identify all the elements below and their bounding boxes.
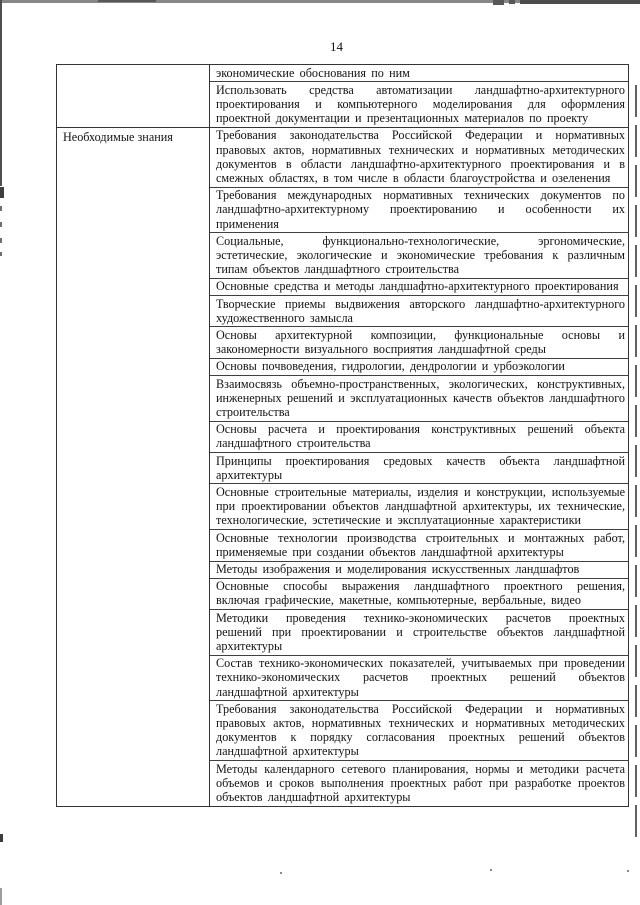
scan-artifact-speck: [280, 872, 282, 874]
scan-artifact-left-dash: [0, 222, 2, 227]
table-row: Требования международных нормативных технических документов по ландшафтно-архитектурному проектированию и особенности их применения: [210, 188, 628, 234]
scan-artifact-speck: [627, 870, 629, 872]
table-row: Основные строительные материалы, изделия и конструкции, используемые при проектировании объектов ландшафтной архитектуры, их технические, технологические, эстетические и эксплуатационные характеристики: [210, 484, 628, 530]
table-row: Методы изображения и моделирования искусственных ландшафтов: [210, 562, 628, 579]
scan-artifact-top-bar-dark: [520, 0, 640, 4]
scan-artifact-left-mark: [0, 834, 3, 842]
scan-artifact-tick: [493, 0, 504, 5]
table-row: Использовать средства автоматизации ландшафтно-архитектурного проектирования и компьютерного моделирования для оформления проектной документации и презентационных материалов по проекту: [216, 82, 625, 126]
table-row: Методики проведения технико-экономических расчетов проектных решений при проектировании и строительстве объектов ландшафтной архитектуры: [210, 610, 628, 656]
scan-artifact-right-edge-dashes: [635, 85, 637, 840]
table-row: Требования законодательства Российской Федерации и нормативных правовых актов, нормативных технических и нормативных методических документов к порядку согласования проектных решений объектов ландшафтной архитектуры: [210, 701, 628, 761]
table-row: Основные средства и методы ландшафтно-архитектурного проектирования: [210, 279, 628, 296]
table-row: Основы расчета и проектирования конструктивных решений объекта ландшафтного строительства: [210, 422, 628, 453]
section-rows-continuation: [210, 65, 629, 128]
table-row: Основы архитектурной композиции, функциональные основы и закономерности визуального восприятия ландшафтной среды: [210, 327, 628, 358]
scan-artifact-tick: [98, 0, 156, 2]
table-section-required-knowledge: [57, 127, 629, 806]
scan-artifact-left-line: [0, 0, 2, 186]
table-row: Требования законодательства Российской Федерации и нормативных правовых актов, нормативных технических и нормативных методических документов в области ландшафтно-архитектурного проектирования и в смежных областях, в том числе в области благоустройства и озеленения: [210, 128, 628, 188]
scan-artifact-tick: [509, 0, 515, 4]
knowledge-table: [56, 64, 629, 807]
section-label-empty: [57, 65, 210, 128]
table-row: Социальные, функционально-технологические, эргономические, эстетические, экологические и экономические требования к различным типам объектов ландшафтного строительства: [210, 233, 628, 279]
page-number: 14: [330, 39, 343, 54]
scan-artifact-left-dash: [0, 252, 2, 256]
scan-artifact-left-streak: [0, 888, 2, 905]
table-row: Основы почвоведения, гидрологии, дендрологии и урбоэкологии: [210, 359, 628, 376]
section-rows-required-knowledge: [210, 127, 629, 806]
table-row: Взаимосвязь объемно-пространственных, экологических, конструктивных, инженерных решений и эксплуатационных качеств объектов ландшафтного строительства: [210, 376, 628, 422]
table-row: Творческие приемы выдвижения авторского ландшафтно-архитектурного художественного замысла: [210, 296, 628, 327]
table-row: Состав технико-экономических показателей, учитываемых при проведении технико-экономических расчетов проектных решений объектов ландшафтной архитектуры: [210, 656, 628, 702]
table-row: Основные технологии производства строительных и монтажных работ, применяемые при создании объектов ландшафтной архитектуры: [210, 530, 628, 561]
scan-artifact-left-dash: [0, 238, 2, 243]
table-section-continuation: [57, 65, 629, 128]
scan-artifact-speck: [490, 869, 492, 871]
scan-artifact-left-dash: [0, 206, 2, 211]
table-row: Методы календарного сетевого планирования, нормы и методики расчета объемов и сроков выполнения проектных работ при разработке проектов объектов ландшафтной архитектуры: [216, 761, 625, 805]
table-row: Основные способы выражения ландшафтного проектного решения, включая графические, макетные, компьютерные, вербальные, видео: [210, 579, 628, 610]
scan-artifact-left-chunk: [0, 187, 4, 198]
section-label-required-knowledge: Необходимые знания: [57, 127, 210, 806]
table-row: экономические обоснования по ним: [210, 65, 628, 82]
table-row: Принципы проектирования средовых качеств объекта ландшафтной архитектуры: [210, 453, 628, 484]
